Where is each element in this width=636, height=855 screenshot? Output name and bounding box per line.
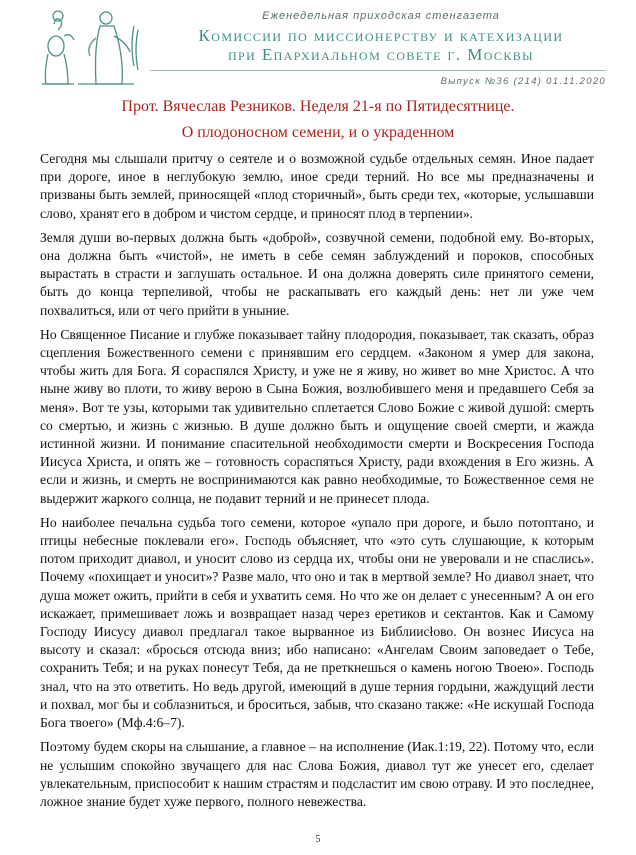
header-divider: [150, 70, 606, 71]
article-title: Прот. Вячеслав Резников. Неделя 21-я по Пятидесятнице.: [121, 98, 515, 115]
masthead: [150, 10, 612, 64]
paragraph: Но Священное Писание и глубже показывает тайну плодородия, показывает, так сказать, образ сцепления Божественного семени с принявшим его сердцем. «Законом я умер для закона, чтобы жить для Бога. Я сораспялся Христу, и уже не я живу, но живет во мне Христос. А что ныне живу во плоти, то живу верою в Сына Божия, возлюбившего меня и предавшего Себя за меня». Вот те узы, которыми так удивительно сплетается Слово Божие с живой душой: смерть со смертью, и жизнь с жизнью. В душе должно быть и ощущение своей смерти, и жажда истинной жизни. И понимание спасительной необходимости смерти и Воскресения Господа Иисуса Христа, и опять же – готовность сораспяться Христу, ради вхождения в Его жизнь. А если и жизнь, и смерть не воспринимаются как равно необходимые, то Божественное семя не выдержит жаркого солнца, не подавит терний и не принесет плода.: [40, 326, 594, 506]
paragraph: Поэтому будем скоры на слышание, а главное – на исполнение (Иак.1:19, 22). Потому что, если не услышим спокойно звучащего для нас Слова Божия, диавол тут же унесет его, сделает увлекательным, приспособит к нашим страстям и подсластит им свою отраву. И это последнее, ложное знание будет хуже первого, полного невежества.: [40, 739, 594, 809]
paragraph: Земля души во-первых должна быть «доброй», созвучной семени, подобной ему. Во-вторых, она должна быть «чистой», не иметь в себе семян заблуждений и пороков, способных вырастать в страсти и заглушать остальное. И она должна доверять силе принятого семени, быть до конца терпеливой, чтобы не раскапывать его каждый день: нет ли уже чем похвалиться, или от чего прийти в уныние.: [40, 229, 594, 318]
paragraph: Но наиболее печальна судьба того семени, которое «упало при дороге, и было потоптано, и птицы небесные поклевали его». Господь объясняет, что «это суть слушающие, к которым потом приходит диавол, и уносит слово из сердца их, чтобы они не уверовали и не спаслись». Почему «похищает и уносит»? Разве мало, что оно и так в мертвой земле? Но диавол знает, что душа может ожить, прийти в себя и ухватить семя. Но что же он делает с унесенным? А он его искажает, примешивает ложь и возвращает назад через еретиков и сектантов. Как и Самому Господу Иисусу диавол предлагал такое вырванное из Библиисłово. Он вознес Иисуса на высоту и сказал: «бросься отсюда вниз; ибо написано: «Ангелам Своим заповедает о Тебе, сохранить Тебя; и на руках понесут Тебя, да не преткнешься о камень ногою Твоею». Господь знал, что на это ответить. Но ведь другой, имеющий в душе терния гордыни, жаждущий лести и похвал, мог бы и соблазниться, и броситься, забыв, что сказано также: «Не искушай Господа Бога твоего» (Мф.4:6–7).: [40, 514, 594, 731]
masthead-title-line-1: Комиссии по миссионерству и катехизации: [198, 26, 564, 45]
article-body: [40, 150, 594, 817]
article-subtitle: О плодоносном семени, и о украденном: [181, 124, 455, 141]
issue-info: Выпуск №36 (214) 01.11.2020: [440, 76, 606, 87]
paragraph: Сегодня мы слышали притчу о сеятеле и о возможной судьбе отдельных семян. Иное падает при дороге, иное в неглубокую землю, иное среди терний. Но все мы предназначены и призваны быть землей, приносящей «плод сторичный», быть среди тех, «которые, услышавши слово, хранят его в добром и чистом сердце, и приносят плод в терпении».: [40, 151, 594, 221]
masthead-title-line-2: при Епархиальном совете г. Москвы: [227, 45, 535, 64]
masthead-subtitle: Еженедельная приходская стенгазета: [262, 10, 500, 22]
page-number: 5: [315, 834, 321, 845]
sower-logo-icon: [34, 6, 144, 88]
